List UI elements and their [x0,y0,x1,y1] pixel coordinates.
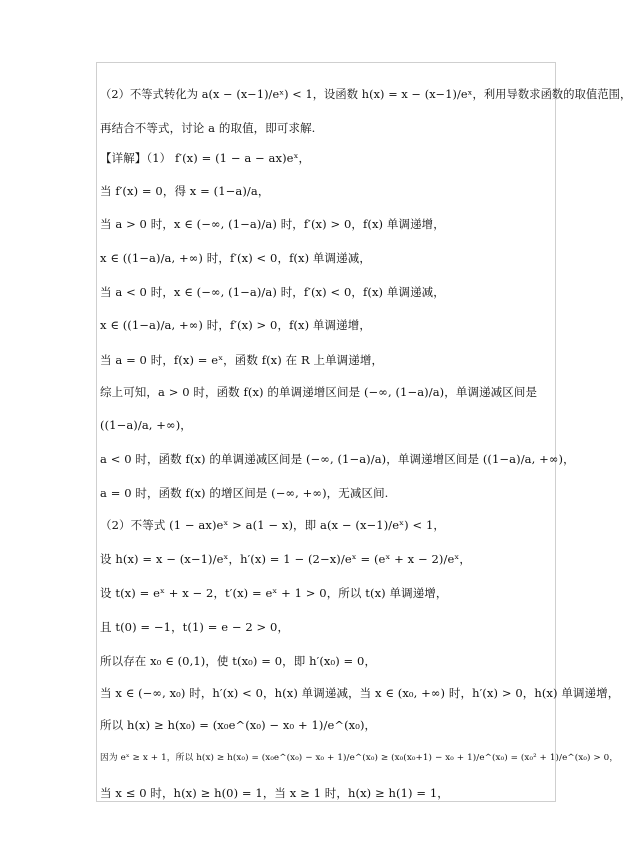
text-line-3: 【详解】（1） f′(x) = (1 − a − ax)eˣ， [100,151,311,165]
text-line-6: x ∈ ((1−a)/a, +∞) 时，f′(x) < 0，f(x) 单调递减， [100,251,371,265]
text-line-7: 当 a < 0 时，x ∈ (−∞, (1−a)/a) 时，f′(x) < 0，f(x) 单调递减， [100,285,445,299]
text-line-4: 当 f′(x) = 0，得 x = (1−a)/a， [100,184,270,198]
text-line-9: 当 a = 0 时，f(x) = eˣ，函数 f(x) 在 R 上单调递增， [100,353,384,367]
text-line-14: （2）不等式 (1 − ax)eˣ > a(1 − x)，即 a(x − (x−1)/eˣ) < 1， [100,518,445,532]
text-line-18: 所以存在 x₀ ∈ (0,1)，使 t(x₀) = 0，即 h′(x₀) = 0， [100,654,377,668]
text-line-20: 所以 h(x) ≥ h(x₀) = (x₀e^(x₀) − x₀ + 1)/e^(x₀)， [100,718,377,732]
text-line-16: 设 t(x) = eˣ + x − 2，t′(x) = eˣ + 1 > 0，所以 t(x) 单调递增， [100,586,448,600]
text-line-15: 设 h(x) = x − (x−1)/eˣ，h′(x) = 1 − (2−x)/eˣ = (eˣ + x − 2)/eˣ， [100,552,471,566]
text-line-13: a = 0 时，函数 f(x) 的增区间是 (−∞, +∞)，无减区间. [100,486,389,500]
text-line-1: （2）不等式转化为 a(x − (x−1)/eˣ) < 1，设函数 h(x) = x − (x−1)/eˣ，利用导数求函数的取值范围， [100,88,632,101]
text-line-21: 因为 eˣ ≥ x + 1，所以 h(x) ≥ h(x₀) = (x₀e^(x₀) − x₀ + 1)/e^(x₀) ≥ (x₀(x₀+1) − x₀ + 1)/e^(x₀) = (x₀² + 1)/e^(x₀) > 0， [100,753,619,763]
text-line-10: 综上可知，a > 0 时，函数 f(x) 的单调递增区间是 (−∞, (1−a)/a)，单调递减区间是 [100,385,538,399]
text-line-11: ((1−a)/a, +∞)， [100,418,192,432]
text-line-17: 且 t(0) = −1，t(1) = e − 2 > 0， [100,620,290,634]
text-line-12: a < 0 时，函数 f(x) 的单调递减区间是 (−∞, (1−a)/a)，单调递增区间是 ((1−a)/a, +∞)， [100,452,575,466]
text-line-5: 当 a > 0 时，x ∈ (−∞, (1−a)/a) 时，f′(x) > 0，f(x) 单调递增， [100,217,445,231]
text-line-2: 再结合不等式，讨论 a 的取值，即可求解. [100,121,316,135]
text-line-19: 当 x ∈ (−∞, x₀) 时，h′(x) < 0，h(x) 单调递减，当 x ∈ (x₀, +∞) 时，h′(x) > 0，h(x) 单调递增， [100,686,620,700]
text-line-22: 当 x ≤ 0 时，h(x) ≥ h(0) = 1，当 x ≥ 1 时，h(x) ≥ h(1) = 1， [100,786,449,800]
text-line-8: x ∈ ((1−a)/a, +∞) 时，f′(x) > 0，f(x) 单调递增， [100,318,371,332]
